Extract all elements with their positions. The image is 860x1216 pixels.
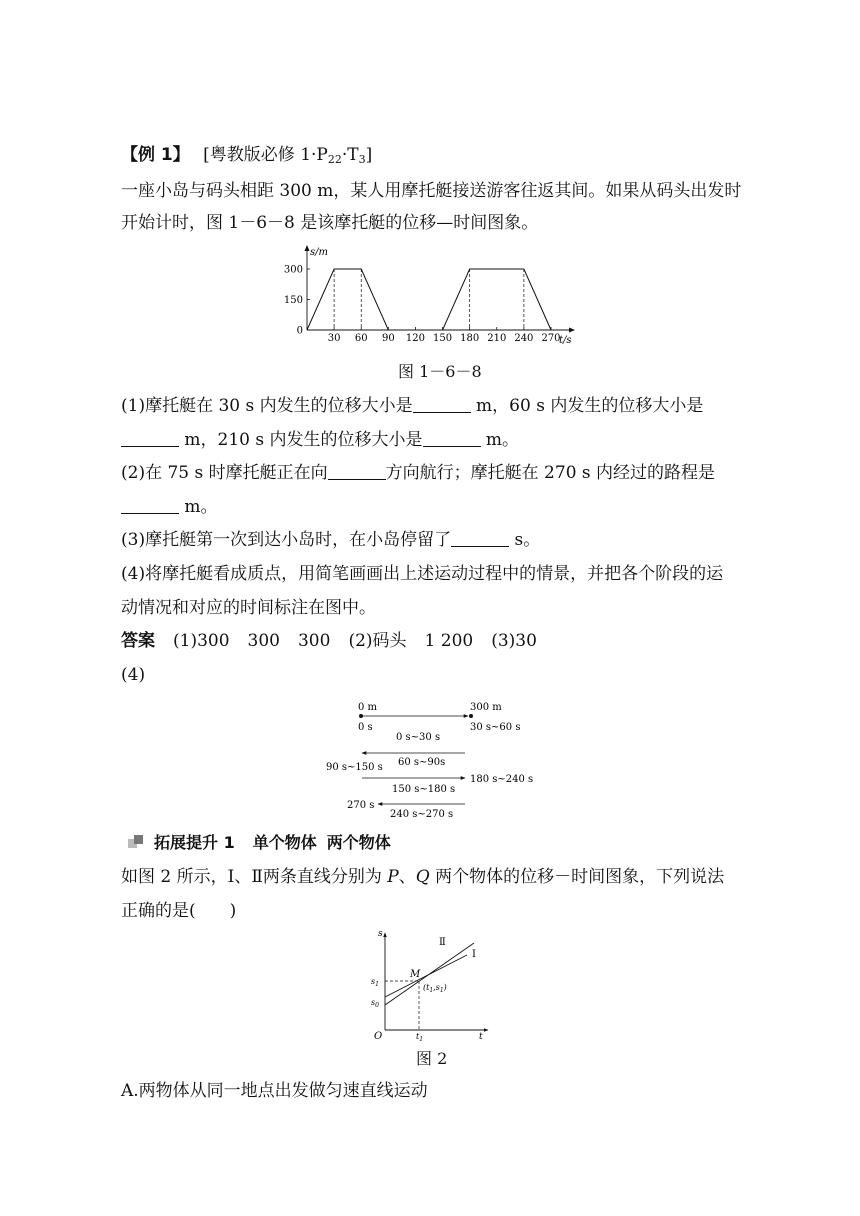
answer-blank[interactable] bbox=[413, 396, 471, 413]
figure-1-marks bbox=[307, 269, 551, 330]
question-3: (3)摩托艇第一次到达小岛时，在小岛停留了 s。 bbox=[121, 530, 541, 550]
extension-title: 拓展提升 1 bbox=[154, 833, 235, 852]
question-4-line2: 动情况和对应的时间标注在图中。 bbox=[121, 598, 376, 618]
answer-blank[interactable] bbox=[121, 430, 179, 447]
y-tick-label: 0 bbox=[296, 325, 303, 337]
option-a: A.两物体从同一地点出发做匀速直线运动 bbox=[121, 1081, 428, 1101]
seg2-label: 60 s~90s bbox=[398, 757, 446, 768]
x-axis-label: t/s bbox=[559, 335, 572, 346]
x-tick-label: 210 bbox=[487, 333, 507, 344]
seg3-label: 150 s~180 s bbox=[392, 784, 456, 795]
x-tick-label: 150 bbox=[433, 333, 453, 344]
figure-2-caption: 图 2 bbox=[416, 1049, 448, 1068]
left-stay-label: 90 s~150 s bbox=[326, 762, 383, 773]
arrive1-label: 30 s~60 s bbox=[470, 722, 521, 733]
extension-sub1: 单个物体 bbox=[252, 833, 317, 852]
question-1-line2: m，210 s 内发生的位移大小是 m。 bbox=[121, 428, 519, 452]
extension-sub2: 两个物体 bbox=[326, 833, 391, 852]
x-tick-label: 180 bbox=[460, 333, 480, 344]
figure-1-chart bbox=[280, 242, 580, 354]
label-I: Ⅰ bbox=[472, 949, 476, 960]
example-stem-line2: 开始计时，图 1－6－8 是该摩托艇的位移—时间图象。 bbox=[121, 213, 539, 233]
answer-blank[interactable] bbox=[121, 497, 179, 514]
answer-blank[interactable] bbox=[423, 430, 481, 447]
x-tick-label: 240 bbox=[514, 333, 534, 344]
y-axis-arrow bbox=[305, 245, 310, 251]
start-dot bbox=[359, 714, 363, 718]
figure-2-diagram bbox=[362, 927, 494, 1043]
answer-blank[interactable] bbox=[328, 463, 386, 480]
s1-label: $s_1$ bbox=[371, 977, 379, 988]
example-header bbox=[121, 143, 372, 172]
y-axis-label: s/m bbox=[310, 247, 328, 258]
x-tick-label: 30 bbox=[327, 333, 341, 344]
motion-diagram bbox=[320, 698, 560, 822]
question-2-line2: m。 bbox=[121, 495, 218, 519]
question-1-line1: (1)摩托艇在 30 s 内发生的位移大小是 m，60 s 内发生的位移大小是 bbox=[121, 396, 704, 416]
figure-1-caption: 图 1－6－8 bbox=[398, 362, 482, 381]
seg1-label: 0 s~30 s bbox=[396, 732, 441, 743]
example-tag: 【例 1】 bbox=[121, 145, 190, 165]
end-position-label: 300 m bbox=[470, 702, 502, 713]
end-dot bbox=[469, 714, 473, 718]
label-II: Ⅱ bbox=[439, 937, 446, 948]
y-tick-label: 300 bbox=[283, 264, 303, 276]
example-source: [粤教版必修 $1\cdot P_{22}\cdot T_3$] bbox=[203, 145, 373, 166]
example-stem-line1: 一座小岛与码头相距 300 m，某人用摩托艇接送游客往返其间。如果从码头出发时 bbox=[121, 181, 742, 201]
answer-label: 答案 bbox=[121, 631, 155, 651]
extension-header bbox=[128, 830, 391, 853]
origin-label: O bbox=[374, 1031, 383, 1042]
x-tick-label: 120 bbox=[405, 333, 425, 344]
axis-s-label: s bbox=[378, 929, 383, 939]
point-coords: $(t_1,s_1)$ bbox=[423, 983, 447, 994]
t1-label: $t_1$ bbox=[416, 1032, 424, 1043]
extension-stem-line1: 如图 2 所示，Ⅰ、Ⅱ两条直线分别为 P、Q 两个物体的位移－时间图象，下列说法 bbox=[121, 867, 725, 887]
x-tick-label: 60 bbox=[354, 333, 368, 344]
question-2-line1: (2)在 75 s 时摩托艇正在向 方向航行；摩托艇在 270 s 内经过的路程是 bbox=[121, 463, 716, 483]
figure-1-axes bbox=[284, 245, 575, 344]
x-axis-arrow bbox=[569, 328, 575, 333]
section-icon bbox=[128, 835, 144, 849]
axis-t-label: t bbox=[479, 1032, 483, 1042]
start-time-label: 0 s bbox=[358, 722, 373, 733]
arrive2-label: 180 s~240 s bbox=[470, 774, 534, 785]
series-line bbox=[307, 269, 551, 330]
answer-blank[interactable] bbox=[451, 530, 509, 547]
y-tick-label: 150 bbox=[283, 295, 303, 306]
question-4-line1: (4)将摩托艇看成质点，用简笔画画出上述运动过程中的情景，并把各个阶段的运 bbox=[121, 564, 724, 584]
s0-label: $s_0$ bbox=[371, 998, 379, 1009]
answer-line: 答案 (1)300 300 300 (2)码头 1 200 (3)30 bbox=[121, 631, 537, 651]
extension-stem-line2: 正确的是( ) bbox=[121, 901, 237, 921]
point-M-label: M bbox=[410, 969, 421, 980]
answer-part4: (4) bbox=[121, 665, 146, 685]
seg4-label: 240 s~270 s bbox=[390, 809, 454, 820]
x-tick-label: 90 bbox=[381, 333, 395, 344]
x-tick-label: 270 bbox=[541, 333, 561, 344]
start-position-label: 0 m bbox=[358, 702, 378, 713]
end-time-label: 270 s bbox=[347, 800, 375, 811]
